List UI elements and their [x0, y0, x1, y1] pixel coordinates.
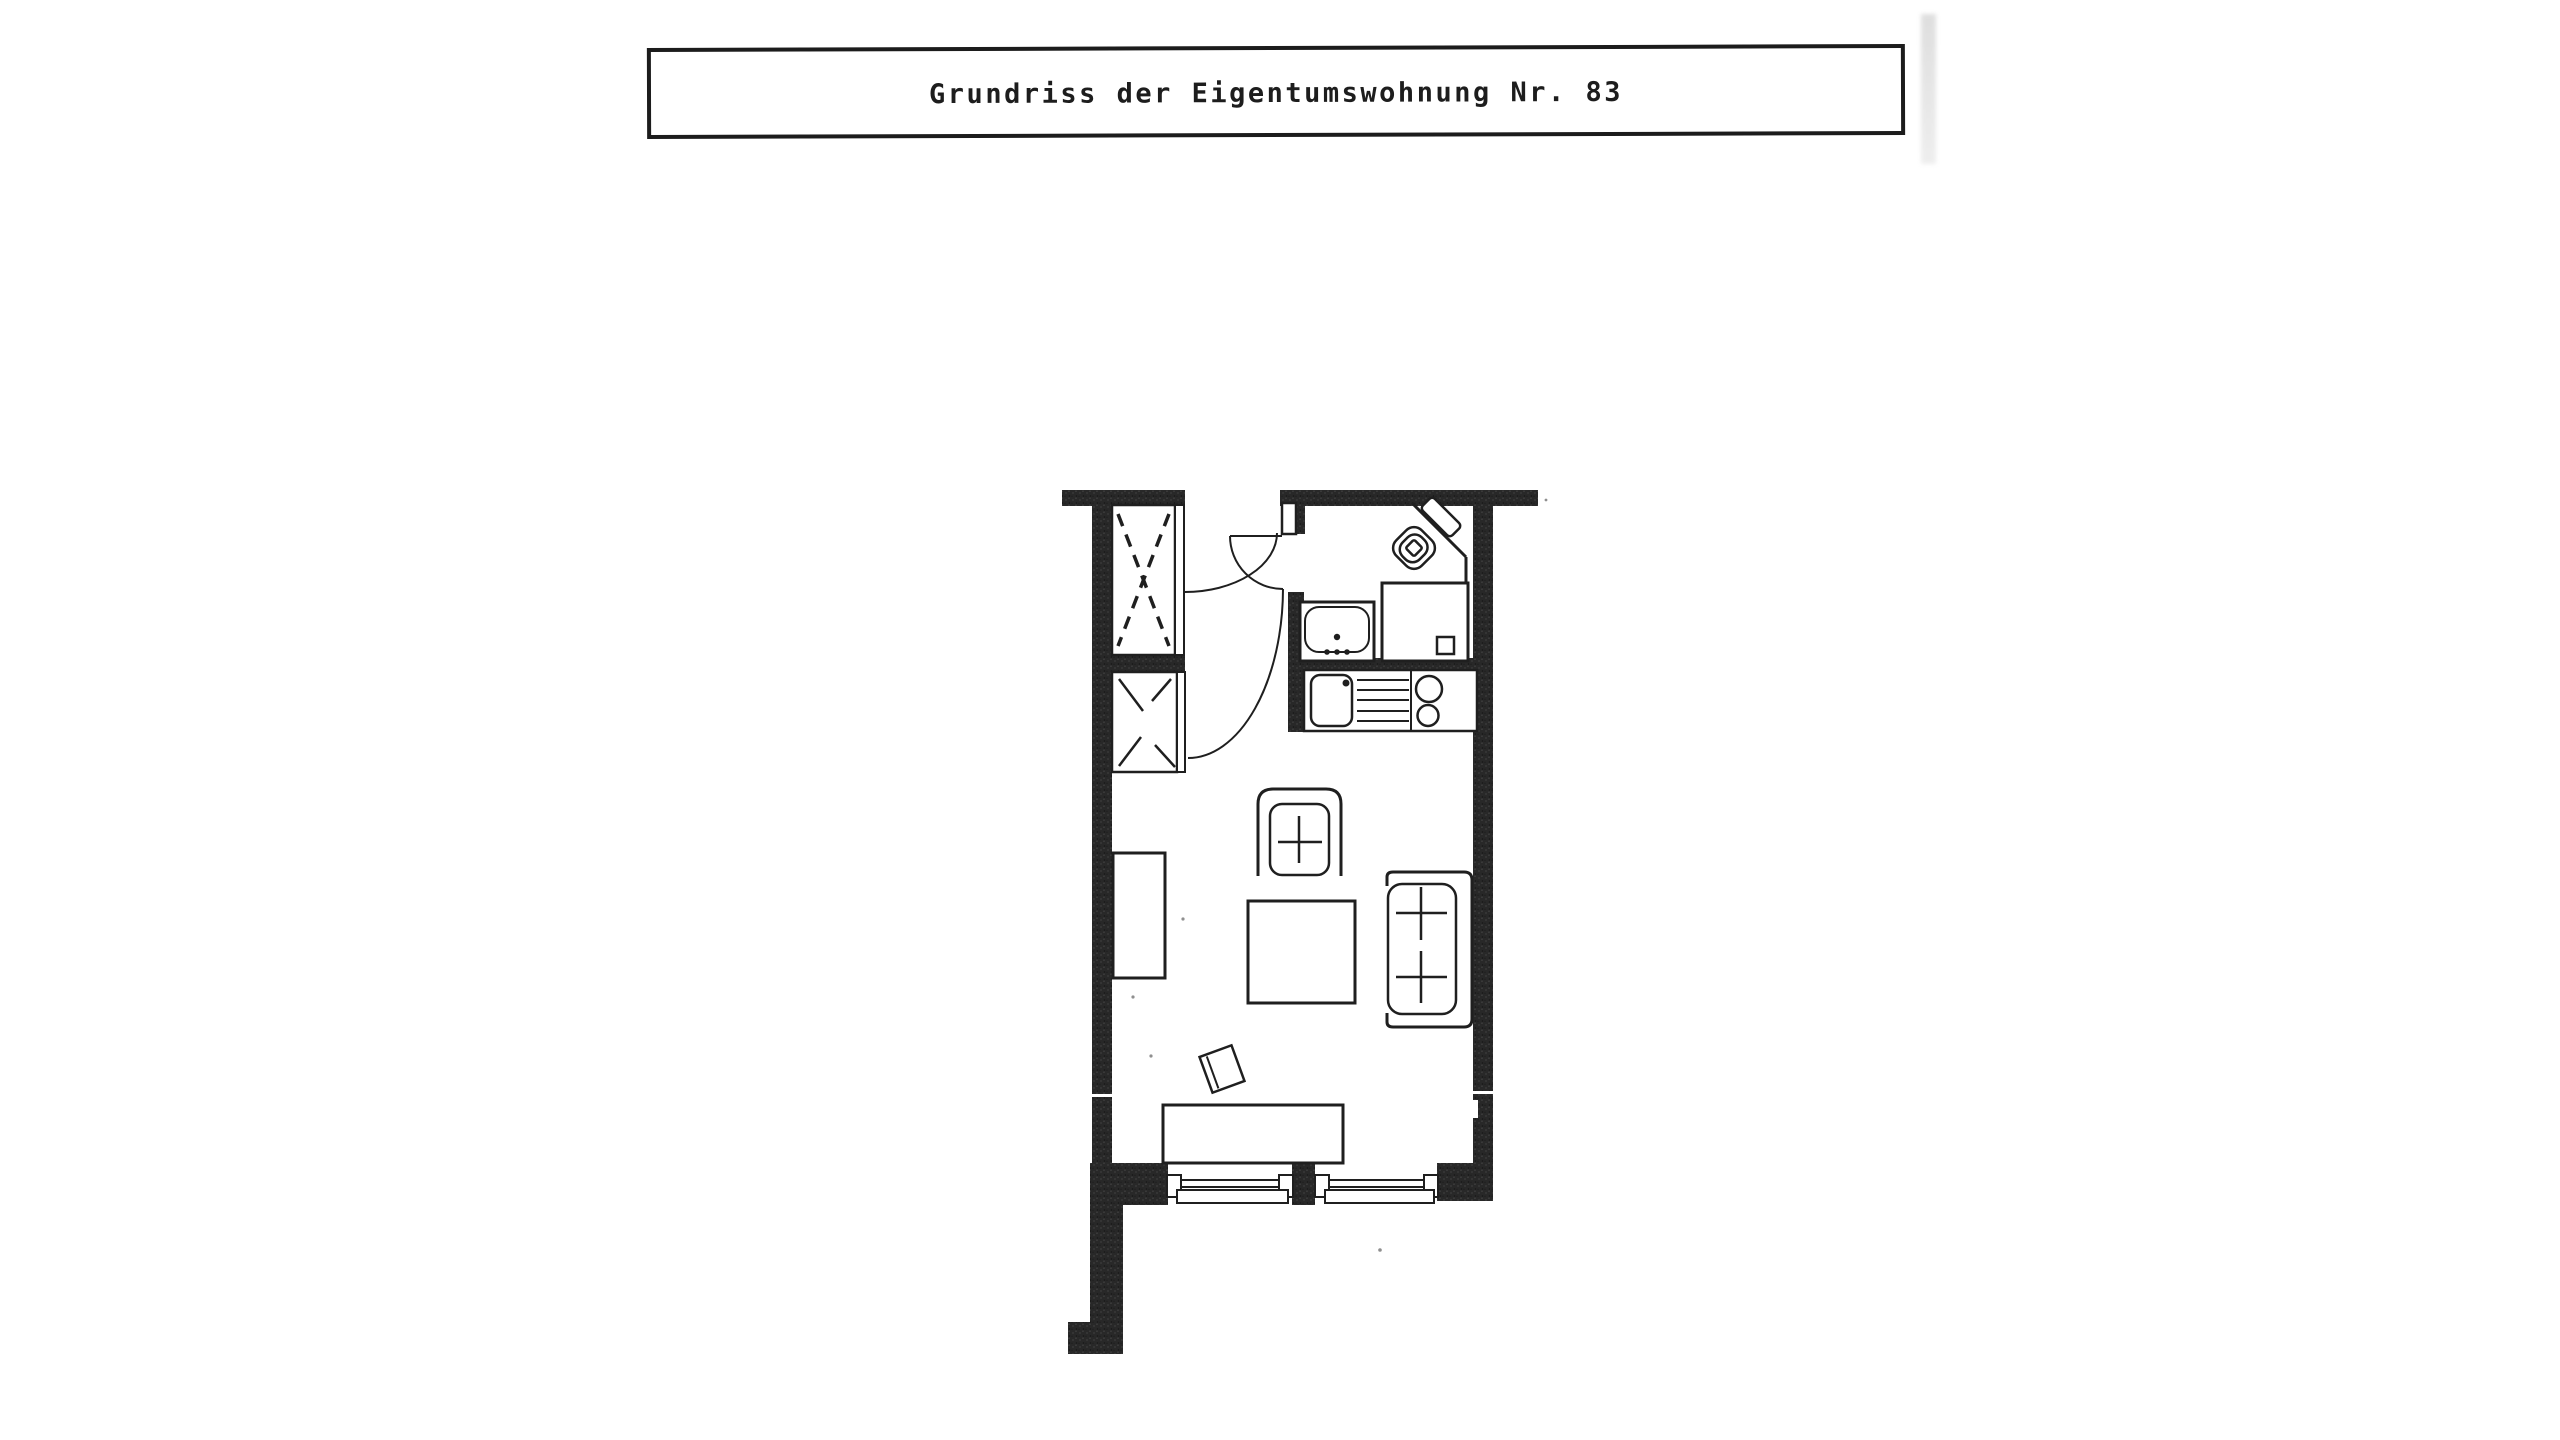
top-wall-right	[1280, 490, 1538, 506]
armchair	[1258, 789, 1341, 876]
window-sill	[1325, 1190, 1434, 1203]
top-wall-left	[1062, 490, 1185, 506]
cooktop-burner	[1416, 676, 1442, 702]
doors	[1185, 503, 1296, 758]
bathroom	[1300, 496, 1468, 661]
cabinet-x	[1112, 672, 1185, 772]
coffee-table	[1248, 901, 1355, 1003]
left-wall	[1092, 505, 1112, 1165]
right-wall	[1473, 505, 1493, 1198]
bathtub-inner	[1305, 607, 1369, 652]
wardrobe-dashed	[1112, 505, 1184, 655]
bathtub-dot	[1334, 649, 1340, 655]
kitchenette	[1304, 670, 1477, 731]
left-wall-joint	[1091, 1094, 1113, 1097]
right-wall-joint	[1472, 1091, 1494, 1094]
closet-divider-stub	[1092, 656, 1185, 672]
page-title: Grundriss der Eigentumswohnung Nr. 83	[928, 76, 1624, 110]
shower-drain	[1437, 637, 1454, 654]
faucet-dot	[1343, 680, 1350, 687]
right-wall-notch	[1473, 1100, 1478, 1118]
cooktop-burner	[1418, 705, 1439, 726]
window-right	[1315, 1175, 1438, 1203]
desk	[1163, 1105, 1343, 1163]
window-sill	[1177, 1190, 1288, 1203]
bottom-wall-left	[1090, 1163, 1168, 1205]
bathtub	[1300, 602, 1374, 661]
living-room-door-swing	[1188, 589, 1283, 758]
entrance-door-leaf	[1282, 503, 1296, 534]
bathtub-drain-dot	[1334, 634, 1340, 640]
bathtub-dot	[1344, 649, 1350, 655]
toilet-bowl	[1389, 523, 1440, 574]
window-left	[1167, 1175, 1293, 1203]
sideboard	[1113, 853, 1165, 978]
tilted-stool	[1200, 1045, 1245, 1092]
bathtub-dot	[1324, 649, 1330, 655]
sofa	[1387, 872, 1472, 1027]
cabinet-front-edge	[1177, 672, 1185, 772]
window-pier	[1292, 1163, 1315, 1205]
wardrobe-front-edge	[1175, 505, 1184, 655]
wall-foot	[1068, 1322, 1094, 1354]
